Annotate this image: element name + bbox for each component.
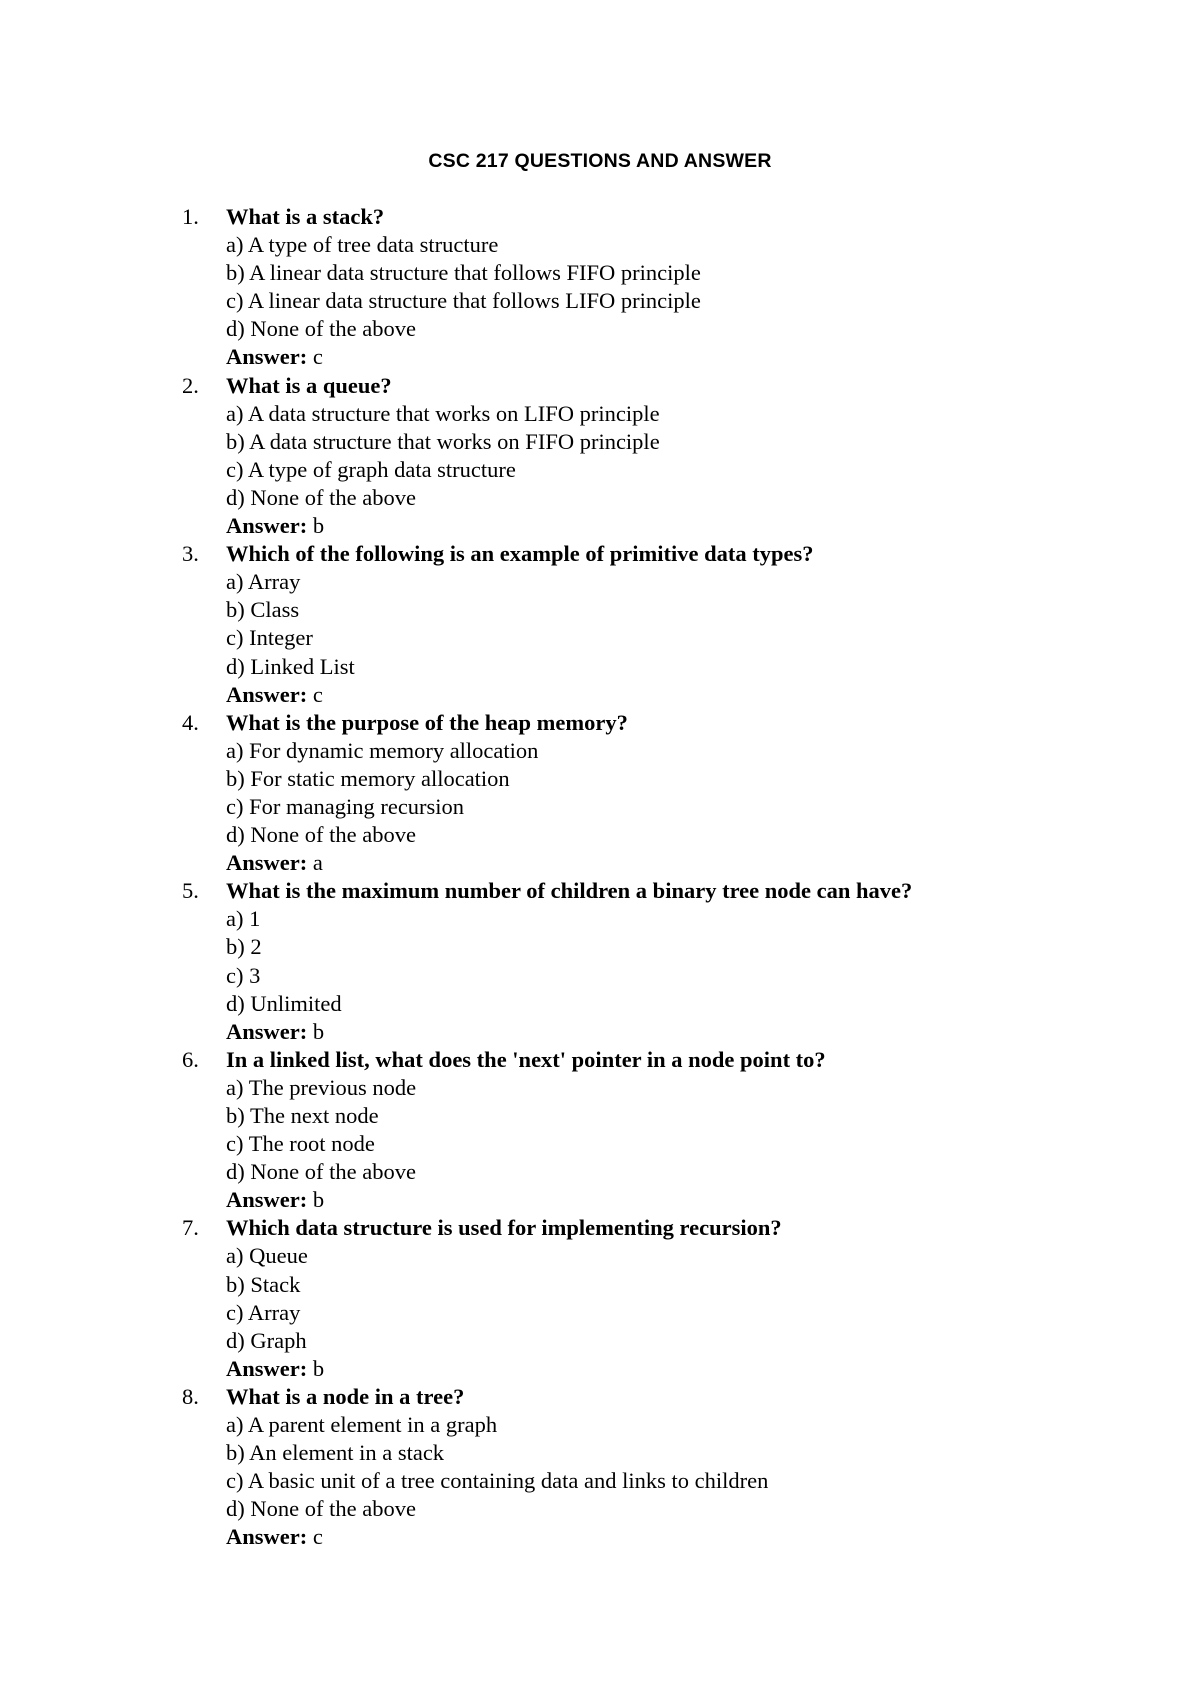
question-stem: What is a stack? <box>226 204 385 229</box>
answer-label: Answer: <box>226 513 308 539</box>
answer-label: Answer: <box>226 1018 308 1044</box>
option-c: c) A linear data structure that follows LIFO principle <box>226 288 701 314</box>
answer-label: Answer: <box>226 850 308 876</box>
option-a: a) A type of tree data structure <box>226 232 499 258</box>
option-a: a) The previous node <box>226 1074 417 1100</box>
question-stem: In a linked list, what does the 'next' pointer in a node point to? <box>226 1046 826 1072</box>
answer-label: Answer: <box>226 1187 308 1213</box>
answer-value: a <box>312 850 323 876</box>
question-list <box>182 203 1182 1552</box>
option-d: d) Graph <box>226 1327 307 1353</box>
question-item <box>182 1214 1182 1383</box>
option-c: c) For managing recursion <box>226 793 465 819</box>
option-d: d) None of the above <box>226 484 416 510</box>
option-a: a) 1 <box>226 906 261 932</box>
question-number: 5. <box>182 878 199 904</box>
option-b: b) The next node <box>226 1103 379 1128</box>
option-c: c) The root node <box>226 1131 375 1157</box>
option-b: b) A linear data structure that follows FIFO principle <box>226 260 701 286</box>
option-a: a) A data structure that works on LIFO principle <box>226 400 660 426</box>
question-number: 1. <box>182 204 199 229</box>
option-d: d) Unlimited <box>226 990 342 1016</box>
answer-value: b <box>312 1355 325 1381</box>
question-item <box>182 203 1182 372</box>
question-item <box>182 709 1182 878</box>
option-c: c) Integer <box>226 625 313 651</box>
option-d: d) None of the above <box>226 316 416 342</box>
question-item <box>182 540 1182 709</box>
option-d: d) None of the above <box>226 1159 416 1185</box>
question-number: 2. <box>182 372 199 398</box>
question-number: 4. <box>182 709 199 735</box>
answer-value: c <box>312 1524 323 1550</box>
answer-value: b <box>312 1187 325 1213</box>
page-title: CSC 217 QUESTIONS AND ANSWER <box>428 150 772 172</box>
question-stem: Which of the following is an example of primitive data types? <box>226 541 814 567</box>
option-c: c) A basic unit of a tree containing data and links to children <box>226 1468 769 1494</box>
answer-value: c <box>312 344 323 370</box>
question-item <box>182 877 1182 1046</box>
question-number: 6. <box>182 1046 199 1072</box>
option-a: a) Array <box>226 569 301 595</box>
option-a: a) For dynamic memory allocation <box>226 737 539 763</box>
option-d: d) None of the above <box>226 822 416 848</box>
answer-label: Answer: <box>226 681 308 707</box>
answer-value: c <box>312 681 323 707</box>
answer-label: Answer: <box>226 344 308 370</box>
answer-value: b <box>312 513 325 539</box>
option-b: b) Stack <box>226 1271 301 1297</box>
option-d: d) Linked List <box>226 653 355 679</box>
question-number: 3. <box>182 541 199 567</box>
question-number: 7. <box>182 1215 199 1241</box>
answer-value: b <box>312 1018 325 1044</box>
option-b: b) A data structure that works on FIFO principle <box>226 428 660 454</box>
question-item <box>182 372 1182 541</box>
option-b: b) Class <box>226 597 300 623</box>
question-stem: Which data structure is used for implementing recursion? <box>226 1215 782 1241</box>
question-item <box>182 1383 1182 1552</box>
option-c: c) A type of graph data structure <box>226 456 516 482</box>
question-stem: What is the purpose of the heap memory? <box>226 709 628 735</box>
question-stem: What is the maximum number of children a binary tree node can have? <box>226 878 913 904</box>
question-item <box>182 1046 1182 1215</box>
question-stem: What is a node in a tree? <box>226 1383 465 1409</box>
answer-label: Answer: <box>226 1355 308 1381</box>
option-d: d) None of the above <box>226 1496 416 1522</box>
option-a: a) Queue <box>226 1243 308 1269</box>
option-b: b) 2 <box>226 934 262 960</box>
option-c: c) Array <box>226 1299 301 1325</box>
question-number: 8. <box>182 1383 199 1409</box>
answer-label: Answer: <box>226 1524 308 1550</box>
option-b: b) An element in a stack <box>226 1440 445 1466</box>
option-b: b) For static memory allocation <box>226 765 510 791</box>
option-c: c) 3 <box>226 962 261 988</box>
option-a: a) A parent element in a graph <box>226 1412 498 1438</box>
question-stem: What is a queue? <box>226 372 392 398</box>
